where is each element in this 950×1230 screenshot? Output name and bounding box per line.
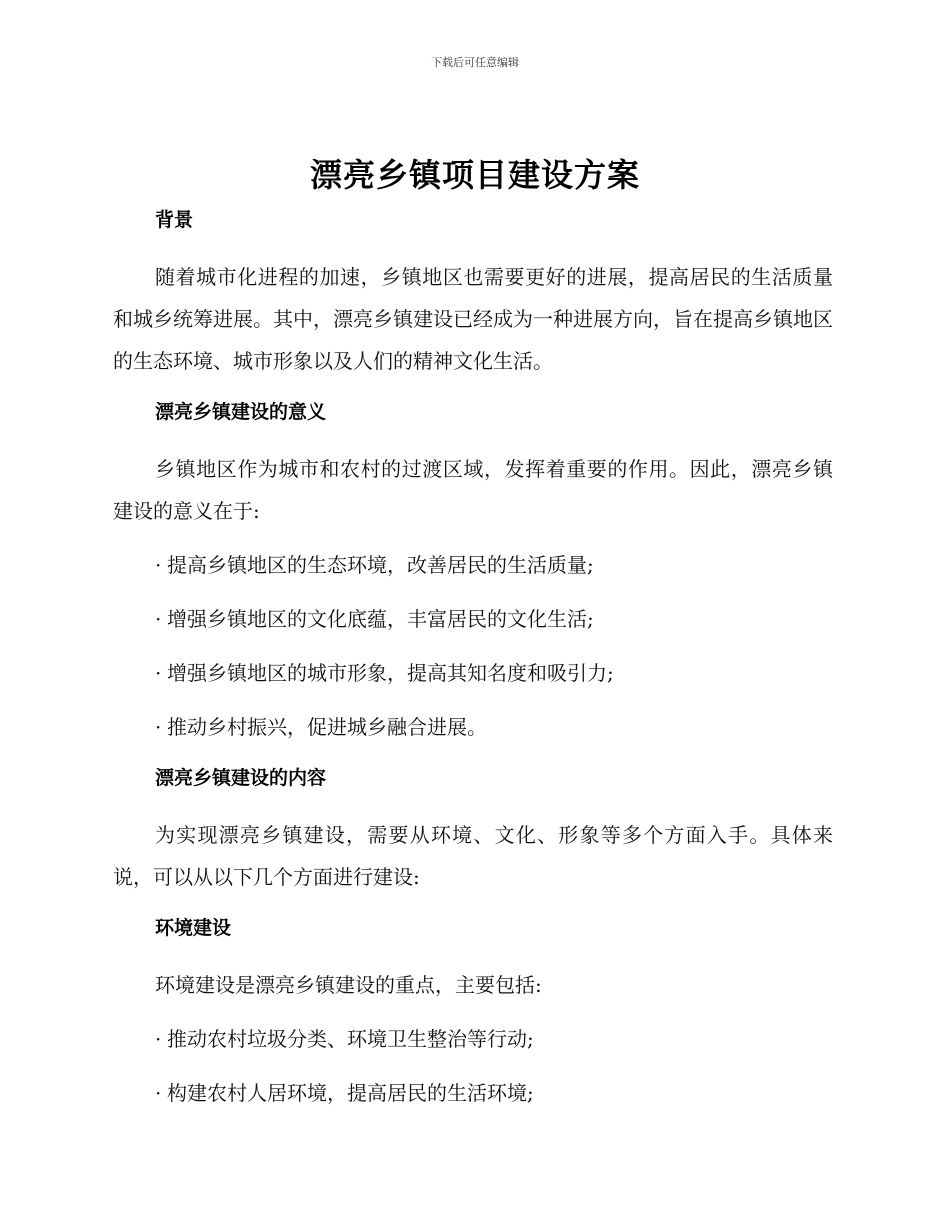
header-note: 下载后可任意编辑	[431, 56, 519, 69]
paragraph: 为实现漂亮乡镇建设，需要从环境、文化、形象等多个方面入手。具体来说，可以从以下几个方面进行建设:	[113, 823, 833, 889]
bullet-item	[113, 544, 833, 586]
bullet-dot: ·	[155, 607, 162, 631]
bullet-item	[113, 598, 833, 640]
document-body	[113, 202, 833, 1126]
bullet-dot: ·	[155, 1081, 162, 1105]
bullet-text: 推动农村垃圾分类、环境卫生整治等行动;	[167, 1027, 534, 1051]
paragraph: 乡镇地区作为城市和农村的过渡区域，发挥着重要的作用。因此，漂亮乡镇建设的意义在于:	[113, 457, 833, 523]
bullet-dot: ·	[155, 553, 162, 577]
bullet-dot: ·	[155, 661, 162, 685]
bullet-dot: ·	[155, 1027, 162, 1051]
bullet-dot: ·	[155, 715, 162, 739]
section-heading-content: 漂亮乡镇建设的内容	[155, 767, 327, 789]
bullet-item	[113, 706, 833, 748]
bullet-item	[113, 652, 833, 694]
bullet-text: 增强乡镇地区的文化底蕴，丰富居民的文化生活;	[167, 607, 594, 631]
bullet-item	[113, 1072, 833, 1114]
bullet-text: 增强乡镇地区的城市形象，提高其知名度和吸引力;	[167, 661, 614, 685]
document-title: 漂亮乡镇项目建设方案	[309, 156, 640, 194]
paragraph: 随着城市化进程的加速，乡镇地区也需要更好的进展，提高居民的生活质量和城乡统筹进展。其中，漂亮乡镇建设已经成为一种进展方向，旨在提高乡镇地区的生态环境、城市形象以及人们的精神文化生活。	[113, 265, 833, 373]
bullet-text: 提高乡镇地区的生态环境，改善居民的生活质量;	[167, 553, 594, 577]
section-heading-background: 背景	[155, 209, 194, 231]
bullet-item	[113, 1018, 833, 1060]
section-heading-environment: 环境建设	[155, 917, 232, 939]
bullet-text: 推动乡村振兴，促进城乡融合进展。	[167, 715, 487, 739]
bullet-text: 构建农村人居环境，提高居民的生活环境;	[167, 1081, 534, 1105]
section-heading-significance: 漂亮乡镇建设的意义	[155, 401, 327, 423]
paragraph: 环境建设是漂亮乡镇建设的重点，主要包括:	[155, 973, 542, 997]
